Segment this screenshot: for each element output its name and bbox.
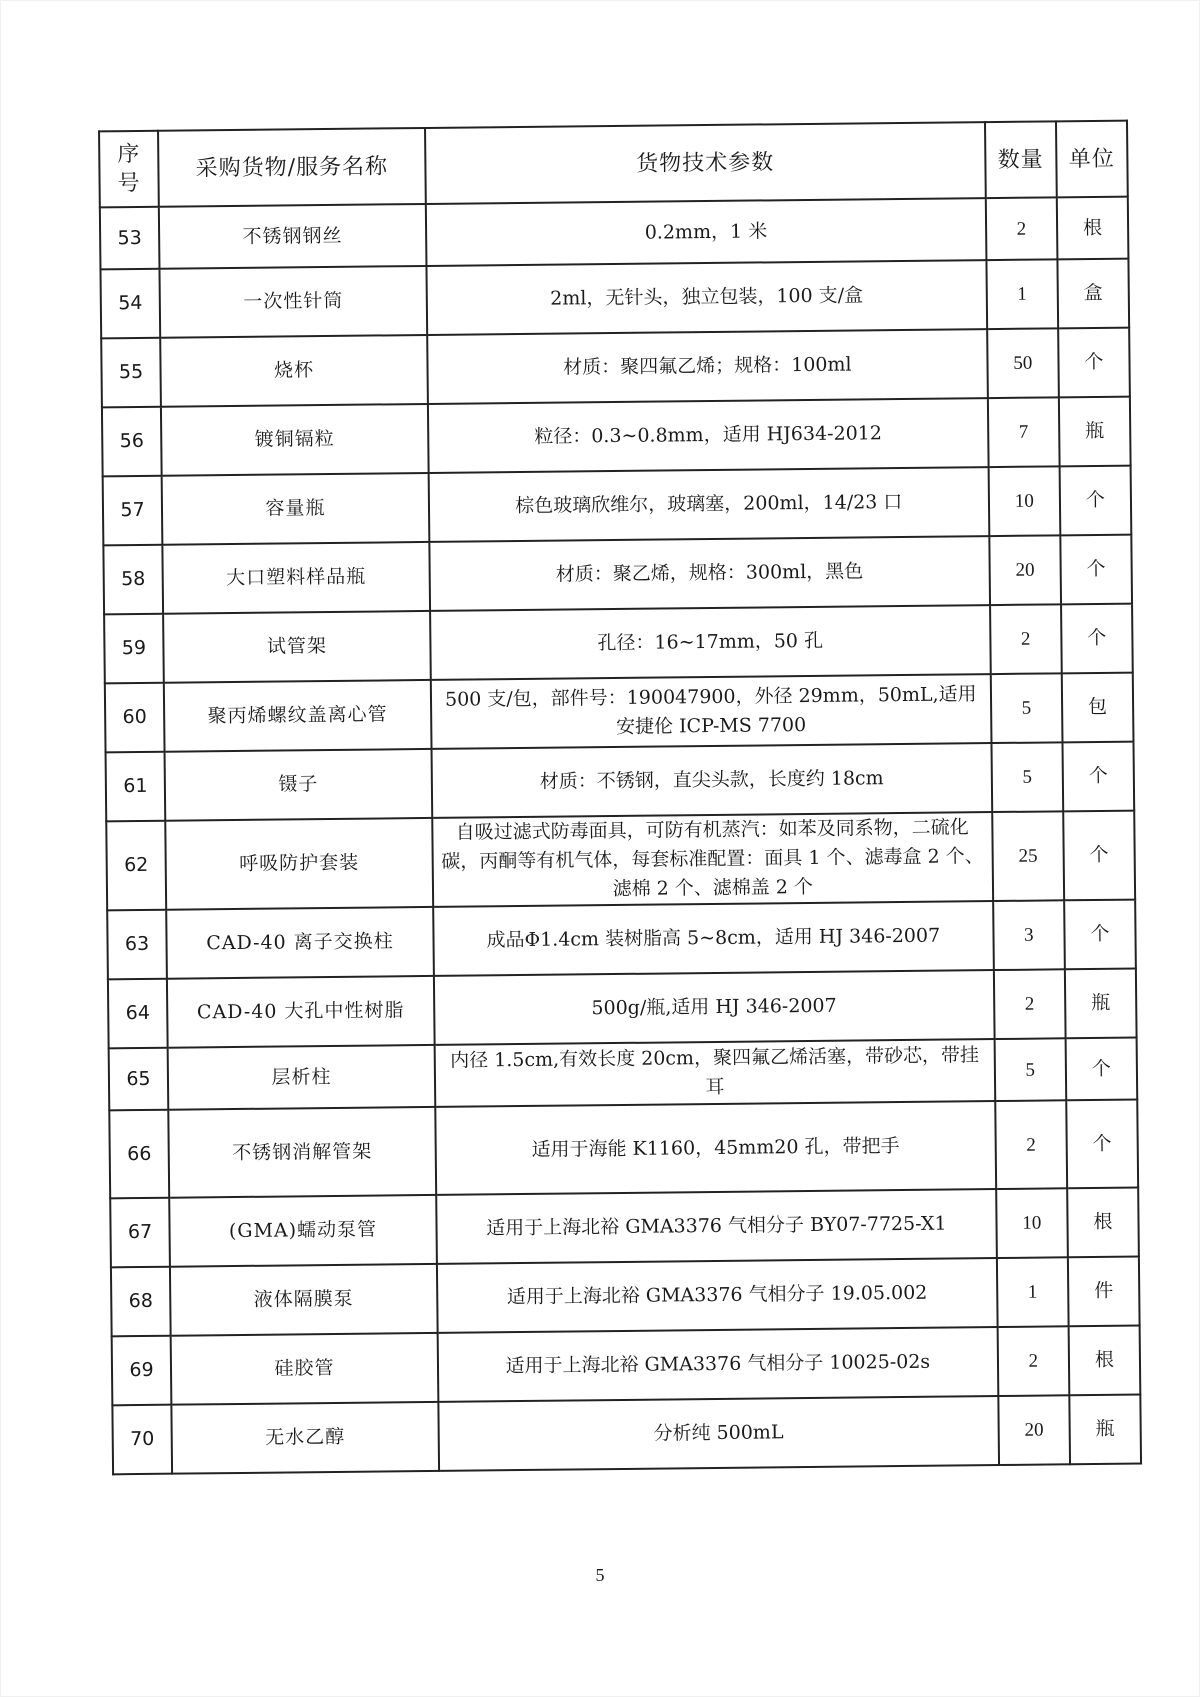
cell-spec: 材质：不锈钢，直尖头款，长度约 18cm	[431, 743, 992, 818]
cell-unit: 瓶	[1059, 397, 1131, 467]
cell-quantity: 5	[994, 1038, 1066, 1101]
cell-serial: 60	[105, 683, 165, 753]
cell-spec: 2ml，无针头，独立包装，100 支/盒	[426, 260, 987, 335]
cell-unit: 盒	[1057, 259, 1129, 329]
table-row	[104, 604, 1133, 684]
cell-serial: 61	[106, 752, 166, 822]
table-row	[103, 535, 1132, 615]
cell-quantity: 2	[986, 197, 1058, 260]
cell-spec: 适用于上海北裕 GMA3376 气相分子 19.05.002	[437, 1258, 998, 1333]
cell-spec: 500 支/包，部件号：190047900，外径 29mm，50mL,适用安捷伦 ICP-MS 7700	[431, 674, 992, 749]
cell-unit: 根	[1068, 1326, 1140, 1396]
cell-name: 镊子	[165, 749, 433, 821]
cell-serial: 62	[106, 821, 166, 911]
cell-spec: 适用于海能 K1160，45mm20 孔，带把手	[435, 1101, 996, 1195]
cell-quantity: 20	[998, 1395, 1070, 1465]
cell-name: 一次性针筒	[160, 266, 428, 338]
table-row	[109, 1038, 1138, 1111]
cell-spec: 适用于上海北裕 GMA3376 气相分子 10025-02s	[438, 1327, 999, 1402]
table-row	[101, 328, 1130, 408]
table-row	[100, 259, 1129, 339]
cell-unit: 个	[1062, 742, 1134, 812]
table-row	[110, 1188, 1139, 1268]
cell-unit: 包	[1062, 673, 1134, 743]
cell-name: 大口塑料样品瓶	[162, 542, 430, 614]
table-row	[103, 466, 1132, 546]
cell-unit: 根	[1057, 197, 1129, 260]
cell-quantity: 1	[997, 1257, 1069, 1327]
table-row	[108, 969, 1137, 1049]
cell-name: 容量瓶	[162, 473, 430, 545]
cell-quantity: 2	[994, 969, 1066, 1039]
table-row	[112, 1395, 1141, 1475]
cell-spec: 棕色玻璃欣维尔，玻璃塞，200ml，14/23 口	[429, 467, 990, 542]
cell-quantity: 10	[988, 466, 1060, 536]
cell-serial: 56	[102, 407, 162, 477]
procurement-table	[98, 120, 1142, 1476]
cell-serial: 68	[111, 1267, 171, 1337]
cell-spec: 材质：聚四氟乙烯；规格：100ml	[427, 329, 988, 404]
cell-serial: 63	[107, 910, 167, 980]
cell-serial: 66	[109, 1110, 169, 1199]
cell-spec: 500g/瓶,适用 HJ 346-2007	[434, 970, 995, 1045]
cell-quantity: 50	[987, 328, 1059, 398]
table-row	[112, 1326, 1141, 1406]
cell-name: 液体隔膜泵	[170, 1264, 438, 1336]
cell-unit: 个	[1065, 1038, 1137, 1101]
cell-name: 不锈钢钢丝	[159, 204, 426, 269]
cell-name: 试管架	[163, 611, 431, 683]
cell-quantity: 5	[991, 673, 1063, 743]
cell-name: 呼吸防护套装	[165, 818, 433, 910]
cell-serial: 64	[108, 979, 168, 1049]
header-serial-number: 序号	[99, 131, 159, 208]
cell-spec: 成品Φ1.4cm 装树脂高 5~8cm，适用 HJ 346-2007	[433, 901, 994, 976]
cell-spec: 自吸过滤式防毒面具，可防有机蒸汽：如苯及同系物，二硫化碳，丙酮等有机气体，每套标准配置：面具 1 个、滤毒盒 2 个、滤棉 2 个、滤棉盖 2 个	[432, 812, 993, 907]
cell-unit: 个	[1061, 604, 1133, 674]
table-row	[109, 1100, 1138, 1199]
cell-serial: 55	[101, 338, 161, 408]
page-number: 5	[595, 1565, 605, 1585]
cell-name: 聚丙烯螺纹盖离心管	[164, 680, 432, 752]
cell-serial: 59	[104, 614, 164, 684]
cell-unit: 个	[1063, 811, 1135, 901]
cell-serial: 69	[112, 1336, 172, 1406]
cell-quantity: 7	[988, 397, 1060, 467]
cell-unit: 个	[1058, 328, 1130, 398]
cell-quantity: 2	[990, 604, 1062, 674]
cell-name: 不锈钢消解管架	[168, 1107, 436, 1198]
cell-unit: 个	[1064, 900, 1136, 970]
cell-spec: 孔径：16~17mm，50 孔	[430, 605, 991, 680]
cell-unit: 个	[1066, 1100, 1138, 1189]
cell-spec: 材质：聚乙烯，规格：300ml，黑色	[429, 536, 990, 611]
cell-serial: 54	[100, 269, 160, 339]
cell-quantity: 3	[993, 900, 1065, 970]
cell-spec: 分析纯 500mL	[438, 1396, 999, 1471]
cell-name: CAD-40 大孔中性树脂	[167, 976, 435, 1048]
cell-name: 镀铜镉粒	[161, 404, 429, 476]
cell-quantity: 2	[997, 1326, 1069, 1396]
cell-spec: 粒径：0.3~0.8mm，适用 HJ634-2012	[428, 398, 989, 473]
header-quantity: 数量	[985, 121, 1057, 198]
cell-unit: 瓶	[1069, 1395, 1141, 1465]
cell-unit: 个	[1059, 466, 1131, 536]
table-row	[111, 1257, 1140, 1337]
cell-quantity: 5	[991, 742, 1063, 812]
cell-serial: 58	[103, 545, 163, 615]
cell-spec: 内径 1.5cm,有效长度 20cm，聚四氟乙烯活塞，带砂芯，带挂耳	[434, 1039, 995, 1107]
cell-quantity: 25	[992, 811, 1064, 901]
cell-unit: 根	[1067, 1188, 1139, 1258]
header-unit: 单位	[1056, 121, 1128, 198]
cell-serial: 70	[112, 1405, 172, 1475]
cell-quantity: 2	[995, 1100, 1067, 1189]
cell-serial: 67	[110, 1198, 170, 1268]
cell-serial: 53	[100, 207, 160, 270]
table-header-row	[99, 121, 1128, 208]
cell-quantity: 1	[986, 259, 1058, 329]
cell-serial: 57	[103, 476, 163, 546]
cell-quantity: 10	[996, 1188, 1068, 1258]
cell-spec: 适用于上海北裕 GMA3376 气相分子 BY07-7725-X1	[436, 1189, 997, 1264]
table-row	[106, 811, 1135, 911]
header-item-name: 采购货物/服务名称	[158, 128, 426, 207]
table-row	[107, 900, 1136, 980]
cell-serial: 65	[109, 1048, 169, 1111]
cell-unit: 个	[1060, 535, 1132, 605]
table-row	[105, 673, 1134, 753]
table-row	[100, 197, 1129, 270]
cell-name: (GMA)蠕动泵管	[169, 1195, 437, 1267]
cell-name: CAD-40 离子交换柱	[166, 907, 434, 979]
cell-name: 层析柱	[168, 1045, 435, 1110]
cell-name: 无水乙醇	[171, 1402, 439, 1474]
table-row	[106, 742, 1135, 822]
cell-unit: 瓶	[1065, 969, 1137, 1039]
table-row	[102, 397, 1131, 477]
cell-unit: 件	[1068, 1257, 1140, 1327]
cell-name: 硅胶管	[171, 1333, 439, 1405]
header-technical-spec: 货物技术参数	[425, 122, 986, 204]
cell-name: 烧杯	[160, 335, 428, 407]
cell-spec: 0.2mm，1 米	[426, 198, 987, 266]
cell-quantity: 20	[989, 535, 1061, 605]
